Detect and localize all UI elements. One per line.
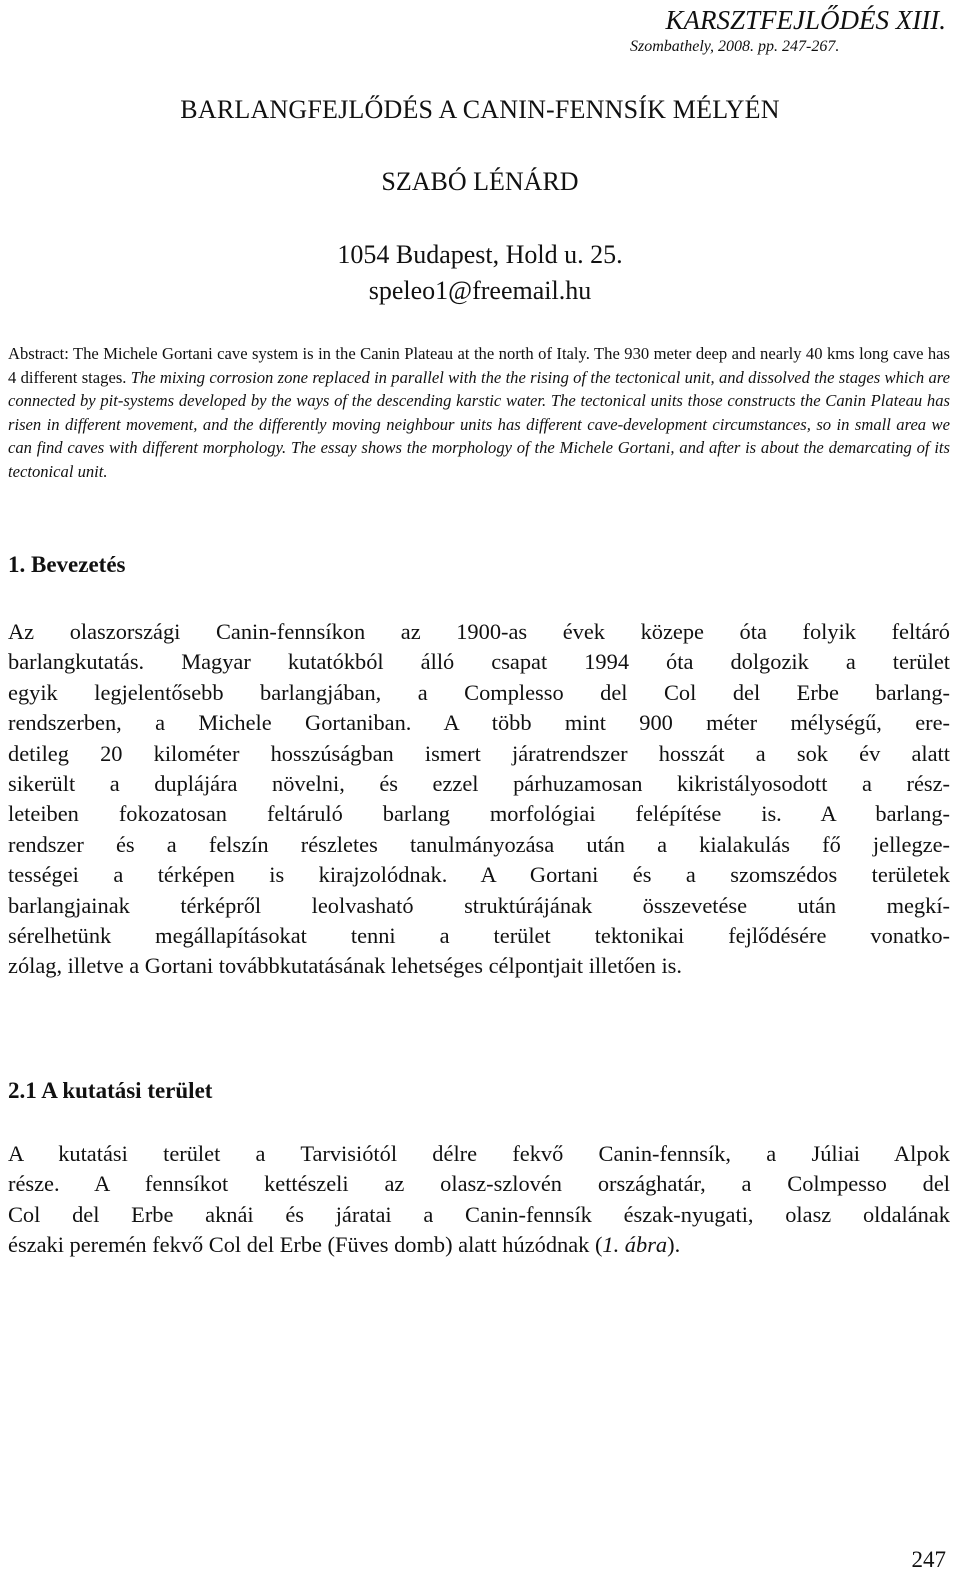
email-address: speleo1@freemail.hu: [368, 276, 592, 305]
abstract: [8, 342, 950, 484]
paragraph-line: leteiben fokozatosan feltáruló barlang morfológiai felépítése is. A barlang-: [8, 801, 950, 827]
paragraph-line: A kutatási terület a Tarvisiótól délre fekvő Canin-fennsík, a Júliai Alpok: [8, 1141, 950, 1166]
paragraph-line: sikerült a duplájára növelni, és ezzel párhuzamosan kikristályosodott a rész-: [8, 771, 950, 797]
page-number: 247: [911, 1547, 946, 1572]
postal-address: 1054 Budapest, Hold u. 25.: [337, 240, 623, 269]
paragraph-line: tességei a térképen is kirajzolódnak. A Gortani és a szomszédos területek: [8, 862, 950, 888]
paragraph-line: rendszerben, a Michele Gortaniban. A több mint 900 méter mélységű, ere-: [8, 710, 950, 736]
paragraph-line: barlangjainak térképről leolvasható struktúrájának összevetése után megkí-: [8, 892, 950, 918]
paragraph-line: Col del Erbe aknái és járatai a Canin-fennsík észak-nyugati, olasz oldalának: [8, 1201, 950, 1227]
journal-title: KARSZTFEJLŐDÉS XIII.: [665, 5, 946, 35]
author-name: SZABÓ LÉNÁRD: [381, 167, 579, 196]
paragraph-line: zólag, illetve a Gortani továbbkutatásának lehetséges célpontjait illetően is.: [8, 953, 682, 979]
paragraph-last-line: [8, 1230, 950, 1260]
paragraph-line: detileg 20 kilométer hosszúságban ismert járatrendszer hosszát a sok év alatt: [8, 740, 950, 766]
paper-title: BARLANGFEJLŐDÉS A CANIN-FENNSÍK MÉLYÉN: [180, 95, 780, 124]
section-heading-introduction: 1. Bevezetés: [8, 552, 126, 577]
paragraph-text: ).: [667, 1232, 681, 1258]
paragraph-line: része. A fennsíkot kettészeli az olasz-szlovén országhatár, a Colmpesso del: [8, 1171, 950, 1197]
paragraph-line: Az olaszországi Canin-fennsíkon az 1900-as évek közepe óta folyik feltáró: [8, 619, 950, 644]
paragraph-line: rendszer és a felszín részletes tanulmányozása után a kialakulás fő jellegze-: [8, 831, 950, 857]
paragraph-line: egyik legjelentősebb barlangjában, a Complesso del Col del Erbe barlang-: [8, 679, 950, 705]
paragraph-text: északi peremén fekvő Col del Erbe (Füves domb) alatt húzódnak (: [8, 1232, 603, 1258]
paragraph-line: barlangkutatás. Magyar kutatókból álló csapat 1994 óta dolgozik a terület: [8, 649, 950, 675]
paragraph-line: sérelhetünk megállapításokat tenni a terület tektonikai fejlődésére vonatko-: [8, 923, 950, 949]
figure-reference: 1. ábra: [602, 1232, 668, 1258]
abstract-lead: Abstract: The Michele Gortani cave system is in the Canin Plateau at the north of Italy. The 930 meter deep and nearly 40 kms long cave has 4 different stages.: [8, 344, 950, 387]
abstract-body: The mixing corrosion zone replaced in parallel with the the rising of the tectonical unit, and dissolved the stages which are connected by pit-systems developed by the ways of the descending karstic water. The tectonical units those constructs the Canin Plateau has risen in different movement, and the differently moving neighbour units has different cave-development circumstances, so in small area we can find caves with different morphology. The essay shows the morphology of the Michele Gortani, and after is about the demarcating of its tectonical unit.: [8, 367, 950, 481]
author-address: [0, 237, 960, 309]
journal-reference: Szombathely, 2008. pp. 247-267.: [630, 38, 840, 55]
research-area-paragraph: [8, 1139, 950, 1261]
introduction-paragraph: [8, 617, 950, 982]
section-heading-research-area: 2.1 A kutatási terület: [8, 1078, 213, 1103]
